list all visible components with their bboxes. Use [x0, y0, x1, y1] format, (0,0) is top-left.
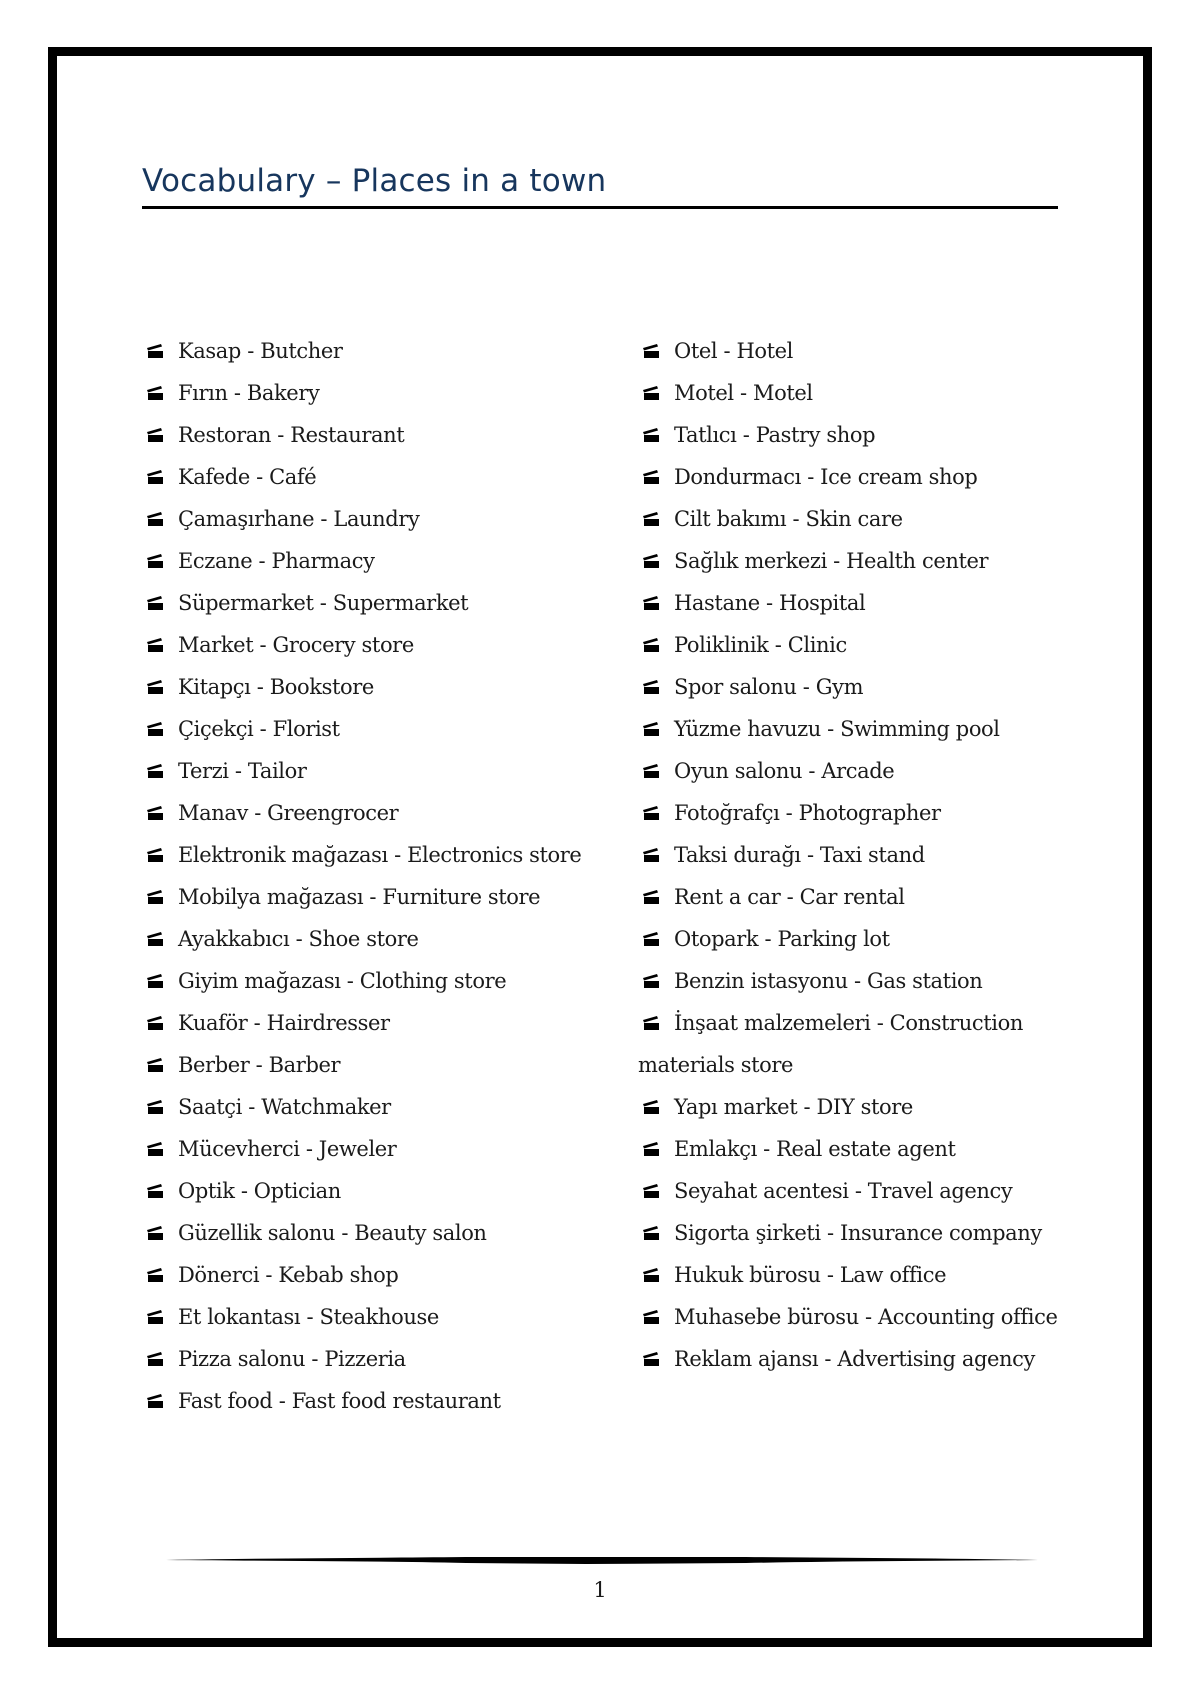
vocabulary-item-text: Dondurmacı - Ice cream shop: [674, 465, 978, 489]
clapperboard-icon: [642, 931, 660, 946]
clapperboard-icon: [146, 847, 164, 862]
vocabulary-item: [638, 666, 1078, 708]
title-underline: [142, 206, 1058, 209]
clapperboard-icon: [146, 1141, 164, 1156]
footer-divider: [166, 1554, 1038, 1566]
clapperboard-icon: [642, 763, 660, 778]
vocabulary-item-text: Sigorta şirketi - Insurance company: [674, 1221, 1042, 1245]
clapperboard-icon: [146, 721, 164, 736]
clapperboard-icon: [146, 1015, 164, 1030]
vocabulary-item-text: Emlakçı - Real estate agent: [674, 1137, 956, 1161]
vocabulary-item-text: Poliklinik - Clinic: [674, 633, 847, 657]
vocabulary-item-text: Manav - Greengrocer: [178, 801, 399, 825]
vocabulary-item-text: Motel - Motel: [674, 381, 813, 405]
vocabulary-item: [638, 330, 1078, 372]
clapperboard-icon: [642, 805, 660, 820]
vocabulary-item: [142, 1338, 622, 1380]
clapperboard-icon: [146, 343, 164, 358]
clapperboard-icon: [146, 1393, 164, 1408]
vocabulary-item: [638, 1254, 1078, 1296]
vocabulary-item: [142, 876, 622, 918]
clapperboard-icon: [642, 595, 660, 610]
vocabulary-item-text: Süpermarket - Supermarket: [178, 591, 469, 615]
vocabulary-item: [638, 456, 1078, 498]
vocabulary-item-text: Sağlık merkezi - Health center: [674, 549, 989, 573]
vocabulary-list-left: [142, 330, 622, 1422]
vocabulary-item: [638, 1296, 1078, 1338]
vocabulary-item-text: Otopark - Parking lot: [674, 927, 890, 951]
clapperboard-icon: [146, 679, 164, 694]
vocabulary-item: [142, 918, 622, 960]
vocabulary-item-text: Restoran - Restaurant: [178, 423, 405, 447]
vocabulary-item: [142, 1170, 622, 1212]
vocabulary-item: [638, 1086, 1078, 1128]
clapperboard-icon: [642, 1267, 660, 1282]
clapperboard-icon: [146, 1309, 164, 1324]
vocabulary-item-text: Kasap - Butcher: [178, 339, 343, 363]
vocabulary-item: [142, 1044, 622, 1086]
vocabulary-item-text: Seyahat acentesi - Travel agency: [674, 1179, 1013, 1203]
vocabulary-item: [638, 624, 1078, 666]
clapperboard-icon: [146, 1225, 164, 1240]
vocabulary-item: [142, 414, 622, 456]
vocabulary-item: [142, 330, 622, 372]
clapperboard-icon: [146, 1183, 164, 1198]
vocabulary-item-text: Market - Grocery store: [178, 633, 414, 657]
clapperboard-icon: [146, 889, 164, 904]
vocabulary-item: [638, 960, 1078, 1002]
clapperboard-icon: [642, 1183, 660, 1198]
vocabulary-item-text: Fırın - Bakery: [178, 381, 320, 405]
vocabulary-list-right: [638, 330, 1078, 1380]
vocabulary-item: [142, 1086, 622, 1128]
vocabulary-item: [142, 960, 622, 1002]
vocabulary-item-text: Yüzme havuzu - Swimming pool: [674, 717, 1000, 741]
page-title: Vocabulary – Places in a town: [142, 163, 607, 199]
vocabulary-item-text: Eczane - Pharmacy: [178, 549, 375, 573]
vocabulary-item: [638, 1170, 1078, 1212]
vocabulary-item-text: Oyun salonu - Arcade: [674, 759, 895, 783]
vocabulary-item-text: Güzellik salonu - Beauty salon: [178, 1221, 487, 1245]
vocabulary-item: [142, 750, 622, 792]
vocabulary-item: [142, 624, 622, 666]
vocabulary-item-text: Muhasebe bürosu - Accounting office: [674, 1305, 1058, 1329]
vocabulary-item-text: Berber - Barber: [178, 1053, 341, 1077]
vocabulary-item-text: Saatçi - Watchmaker: [178, 1095, 391, 1119]
vocabulary-item-text: Dönerci - Kebab shop: [178, 1263, 399, 1287]
clapperboard-icon: [642, 721, 660, 736]
clapperboard-icon: [146, 805, 164, 820]
vocabulary-item-text: Giyim mağazası - Clothing store: [178, 969, 507, 993]
vocabulary-item-text: Cilt bakımı - Skin care: [674, 507, 903, 531]
vocabulary-item: [142, 834, 622, 876]
clapperboard-icon: [642, 511, 660, 526]
vocabulary-item: [638, 918, 1078, 960]
vocabulary-item: [142, 1002, 622, 1044]
clapperboard-icon: [146, 973, 164, 988]
clapperboard-icon: [642, 1141, 660, 1156]
clapperboard-icon: [642, 1309, 660, 1324]
vocabulary-item: [638, 540, 1078, 582]
vocabulary-item-text: Optik - Optician: [178, 1179, 341, 1203]
clapperboard-icon: [146, 763, 164, 778]
vocabulary-item-text: Kitapçı - Bookstore: [178, 675, 374, 699]
clapperboard-icon: [642, 973, 660, 988]
clapperboard-icon: [146, 1057, 164, 1072]
clapperboard-icon: [642, 847, 660, 862]
vocabulary-item: [638, 372, 1078, 414]
clapperboard-icon: [642, 1225, 660, 1240]
vocabulary-item-text: Tatlıcı - Pastry shop: [674, 423, 876, 447]
clapperboard-icon: [642, 889, 660, 904]
page-number: 1: [593, 1578, 607, 1602]
vocabulary-item: [142, 582, 622, 624]
vocabulary-item-text: Terzi - Tailor: [178, 759, 307, 783]
vocabulary-item-text: Hastane - Hospital: [674, 591, 866, 615]
vocabulary-item-text: Reklam ajansı - Advertising agency: [674, 1347, 1035, 1371]
vocabulary-item-text: İnşaat malzemeleri - Construction: [674, 1011, 1023, 1035]
vocabulary-item-text: Taksi durağı - Taxi stand: [674, 843, 925, 867]
clapperboard-icon: [642, 427, 660, 442]
vocabulary-item-text: Mobilya mağazası - Furniture store: [178, 885, 541, 909]
vocabulary-item-text: Fotoğrafçı - Photographer: [674, 801, 941, 825]
vocabulary-item-text: Hukuk bürosu - Law office: [674, 1263, 947, 1287]
vocabulary-item: [142, 792, 622, 834]
clapperboard-icon: [642, 1351, 660, 1366]
vocabulary-item-text: Pizza salonu - Pizzeria: [178, 1347, 406, 1371]
clapperboard-icon: [146, 553, 164, 568]
clapperboard-icon: [146, 637, 164, 652]
vocabulary-item: [142, 1296, 622, 1338]
clapperboard-icon: [146, 385, 164, 400]
vocabulary-item: [638, 1002, 1078, 1086]
vocabulary-item: [638, 582, 1078, 624]
clapperboard-icon: [642, 553, 660, 568]
vocabulary-item: [638, 834, 1078, 876]
vocabulary-item: [638, 1338, 1078, 1380]
vocabulary-item: [142, 1254, 622, 1296]
vocabulary-item-text: Benzin istasyonu - Gas station: [674, 969, 983, 993]
vocabulary-item-text: Yapı market - DIY store: [674, 1095, 913, 1119]
vocabulary-item: [638, 414, 1078, 456]
vocabulary-item-text: Kuaför - Hairdresser: [178, 1011, 390, 1035]
clapperboard-icon: [146, 1099, 164, 1114]
vocabulary-item: [638, 708, 1078, 750]
clapperboard-icon: [642, 1015, 660, 1030]
clapperboard-icon: [642, 343, 660, 358]
vocabulary-item: [142, 666, 622, 708]
vocabulary-item: [142, 1212, 622, 1254]
clapperboard-icon: [642, 637, 660, 652]
vocabulary-item-text: Fast food - Fast food restaurant: [178, 1389, 501, 1413]
clapperboard-icon: [146, 1267, 164, 1282]
vocabulary-item: [142, 1128, 622, 1170]
vocabulary-item: [638, 876, 1078, 918]
clapperboard-icon: [146, 1351, 164, 1366]
vocabulary-item: [142, 708, 622, 750]
vocabulary-item-text: Elektronik mağazası - Electronics store: [178, 843, 582, 867]
vocabulary-item-text: Mücevherci - Jeweler: [178, 1137, 397, 1161]
clapperboard-icon: [146, 511, 164, 526]
vocabulary-item: [638, 792, 1078, 834]
vocabulary-item: [638, 1128, 1078, 1170]
clapperboard-icon: [642, 385, 660, 400]
vocabulary-item: [142, 1380, 622, 1422]
clapperboard-icon: [146, 931, 164, 946]
vocabulary-item: [142, 498, 622, 540]
clapperboard-icon: [146, 469, 164, 484]
clapperboard-icon: [642, 679, 660, 694]
vocabulary-item-text: Spor salonu - Gym: [674, 675, 864, 699]
vocabulary-item-text: Otel - Hotel: [674, 339, 793, 363]
clapperboard-icon: [146, 427, 164, 442]
vocabulary-item: [638, 750, 1078, 792]
vocabulary-item-text: Çamaşırhane - Laundry: [178, 507, 420, 531]
vocabulary-item-text: Rent a car - Car rental: [674, 885, 905, 909]
vocabulary-item-text-continued: materials store: [638, 1053, 794, 1077]
clapperboard-icon: [642, 1099, 660, 1114]
vocabulary-item: [142, 540, 622, 582]
vocabulary-item-text: Kafede - Café: [178, 465, 317, 489]
vocabulary-item-text: Et lokantası - Steakhouse: [178, 1305, 439, 1329]
vocabulary-item-text: Çiçekçi - Florist: [178, 717, 340, 741]
vocabulary-item: [638, 498, 1078, 540]
vocabulary-item: [142, 456, 622, 498]
vocabulary-item-text: Ayakkabıcı - Shoe store: [178, 927, 419, 951]
clapperboard-icon: [146, 595, 164, 610]
vocabulary-item: [638, 1212, 1078, 1254]
clapperboard-icon: [642, 469, 660, 484]
vocabulary-item: [142, 372, 622, 414]
